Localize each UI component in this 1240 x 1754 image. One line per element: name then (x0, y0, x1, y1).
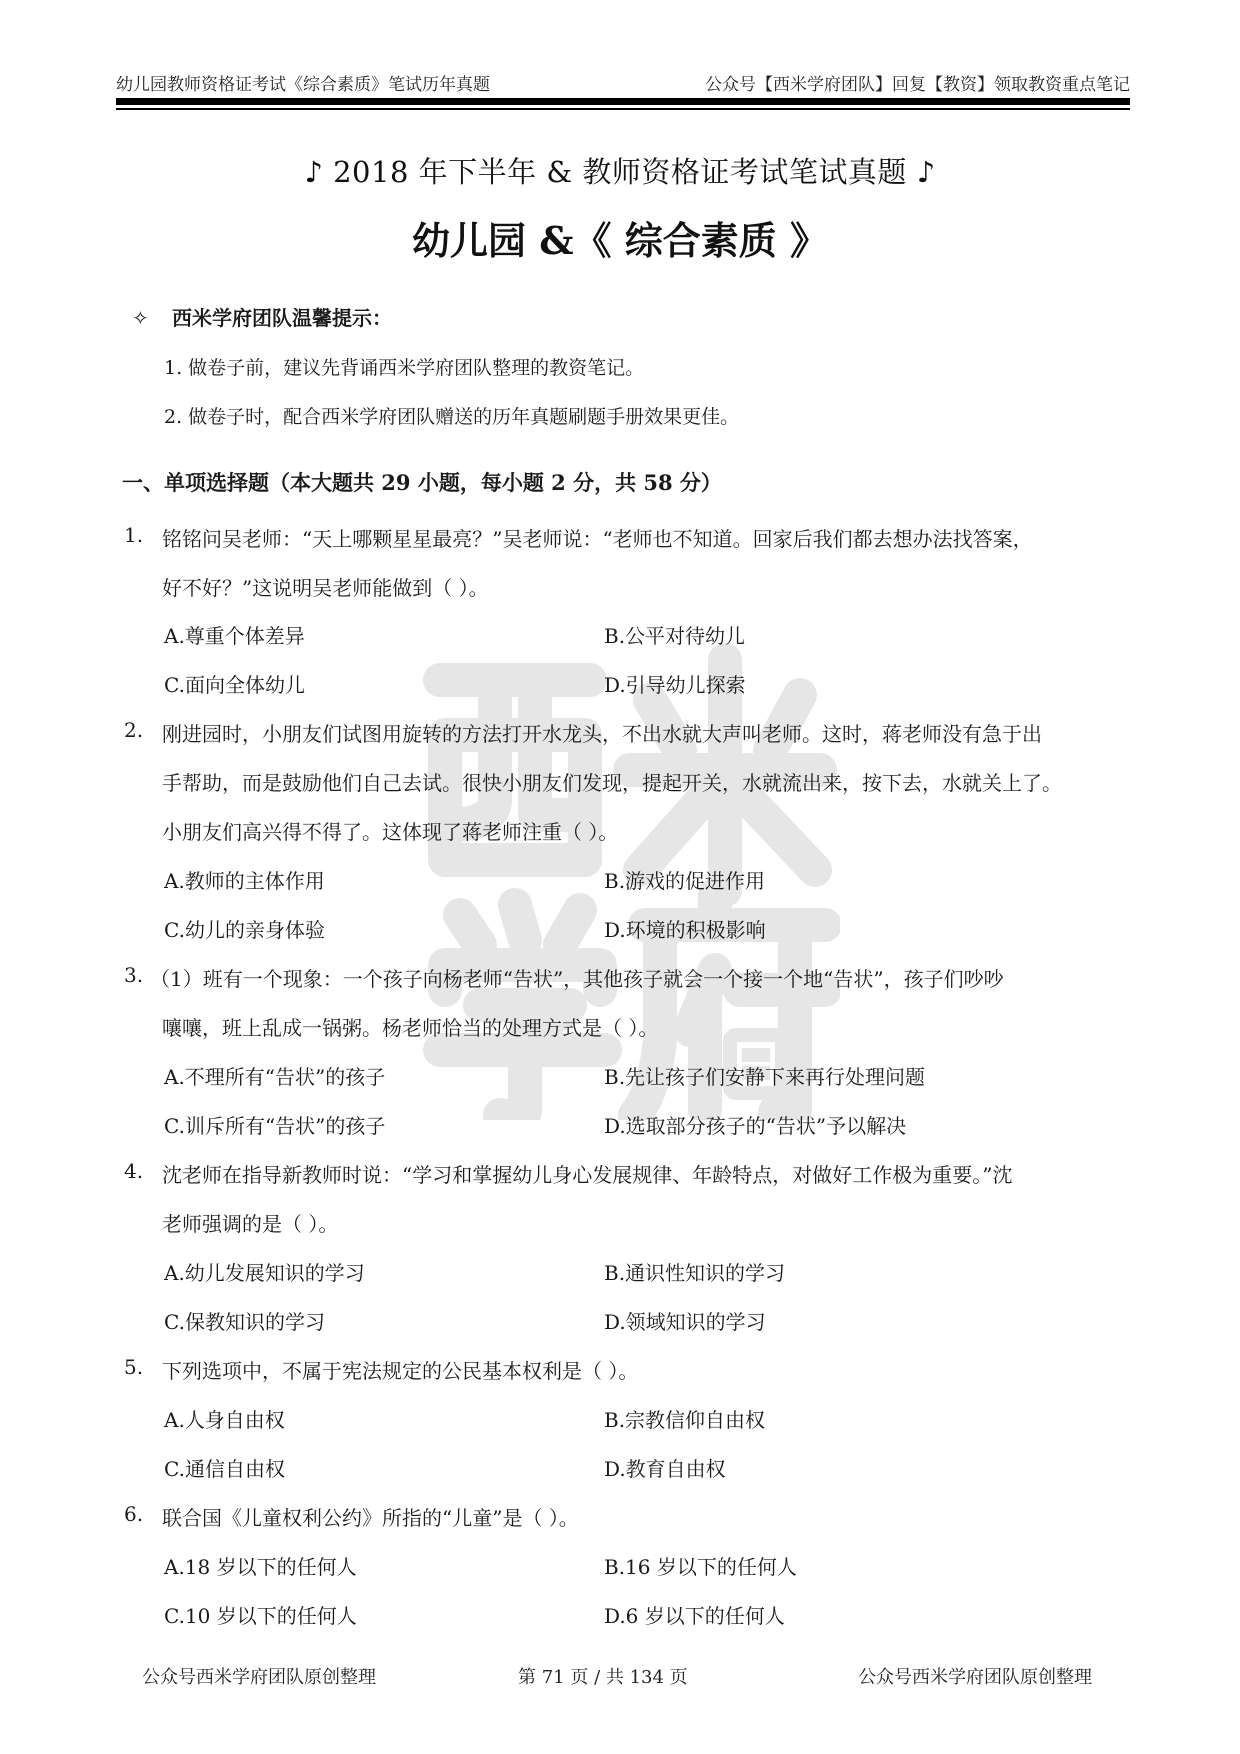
option-c: C.保教知识的学习 (164, 1310, 325, 1334)
header-right-text: 公众号【西米学府团队】回复【教资】领取教资重点笔记 (705, 75, 1130, 95)
question-text-line: 嚷嚷，班上乱成一锅粥。杨老师恰当的处理方式是（ ）。 (162, 1016, 659, 1040)
option-c: C.面向全体幼儿 (164, 673, 305, 697)
question-number: 1. (124, 523, 144, 547)
tip-item: 1. 做卷子前，建议先背诵西米学府团队整理的教资笔记。 (164, 357, 645, 379)
header-left-text: 幼儿园教师资格证考试《综合素质》笔试历年真题 (116, 75, 490, 95)
question-text-line: 铭铭问吴老师：“天上哪颗星星最亮？”吴老师说：“老师也不知道。回家后我们都去想办法找答案， (162, 527, 1033, 551)
page-number: 第 71 页 / 共 134 页 (518, 1667, 688, 1688)
option-d: D.选取部分孩子的“告状”予以解决 (604, 1114, 907, 1138)
option-c: C.幼儿的亲身体验 (164, 918, 325, 942)
subject-title: 幼儿园 &《 综合素质 》 (412, 218, 828, 263)
question-number: 6. (124, 1502, 144, 1526)
option-b: B.公平对待幼儿 (604, 624, 746, 648)
question-text-line: 下列选项中，不属于宪法规定的公民基本权利是（ ）。 (162, 1359, 639, 1383)
footer-right-text: 公众号西米学府团队原创整理 (858, 1667, 1092, 1688)
footer-left-text: 公众号西米学府团队原创整理 (142, 1667, 376, 1688)
header-rule-thick (116, 98, 1130, 105)
question-text-line: 老师强调的是（ ）。 (162, 1212, 339, 1236)
question-text-line: （1）班有一个现象：一个孩子向杨老师“告状”，其他孩子就会一个接一个地“告状”，孩子们吵吵 (150, 967, 1004, 991)
option-a: A.尊重个体差异 (164, 624, 305, 648)
option-a: A.幼儿发展知识的学习 (164, 1261, 365, 1285)
question-text-line: 刚进园时，小朋友们试图用旋转的方法打开水龙头，不出水就大声叫老师。这时，蒋老师没有急于出 (162, 722, 1042, 746)
question-text-line: 沈老师在指导新教师时说：“学习和掌握幼儿身心发展规律、年龄特点，对做好工作极为重要。”沈 (162, 1163, 1013, 1187)
option-b: B.先让孩子们安静下来再行处理问题 (604, 1065, 926, 1089)
exam-title: ♪ 2018 年下半年 & 教师资格证考试笔试真题 ♪ (304, 155, 936, 189)
option-a: A.18 岁以下的任何人 (164, 1555, 357, 1579)
tip-item: 2. 做卷子时，配合西米学府团队赠送的历年真题刷题手册效果更佳。 (164, 406, 740, 428)
option-a: A.不理所有“告状”的孩子 (164, 1065, 386, 1089)
question-text-line: 联合国《儿童权利公约》所指的“儿童”是（ ）。 (162, 1506, 579, 1530)
section-heading: 一、单项选择题（本大题共 29 小题，每小题 2 分，共 58 分） (122, 470, 722, 495)
option-b: B.16 岁以下的任何人 (604, 1555, 797, 1579)
option-d: D.领域知识的学习 (604, 1310, 766, 1334)
option-c: C.训斥所有“告状”的孩子 (164, 1114, 386, 1138)
question-text-line: 手帮助，而是鼓励他们自己去试。很快小朋友们发现，提起开关，水就流出来，按下去，水就关上了。 (162, 771, 1062, 795)
option-b: B.宗教信仰自由权 (604, 1408, 766, 1432)
option-d: D.6 岁以下的任何人 (604, 1604, 785, 1628)
running-header (116, 70, 1130, 94)
option-a: A.人身自由权 (164, 1408, 285, 1432)
option-b: B.通识性知识的学习 (604, 1261, 786, 1285)
option-c: C.10 岁以下的任何人 (164, 1604, 357, 1628)
tips-heading (132, 302, 392, 331)
option-a: A.教师的主体作用 (164, 869, 325, 893)
question-number: 2. (124, 718, 144, 742)
option-d: D.引导幼儿探索 (604, 673, 746, 697)
question-number: 3. (124, 963, 144, 987)
question-number: 5. (124, 1355, 144, 1379)
option-d: D.教育自由权 (604, 1457, 726, 1481)
option-d: D.环境的积极影响 (604, 918, 766, 942)
option-b: B.游戏的促进作用 (604, 869, 766, 893)
sparkle-diamond-icon: ✧ (132, 306, 149, 330)
tips-heading-text: 西米学府团队温馨提示： (172, 306, 392, 330)
option-c: C.通信自由权 (164, 1457, 285, 1481)
question-number: 4. (124, 1159, 144, 1183)
header-rule-thin (116, 108, 1130, 110)
question-text-line: 好不好？”这说明吴老师能做到（ ）。 (162, 576, 489, 600)
question-text-line: 小朋友们高兴得不得了。这体现了蒋老师注重（ ）。 (162, 820, 619, 844)
